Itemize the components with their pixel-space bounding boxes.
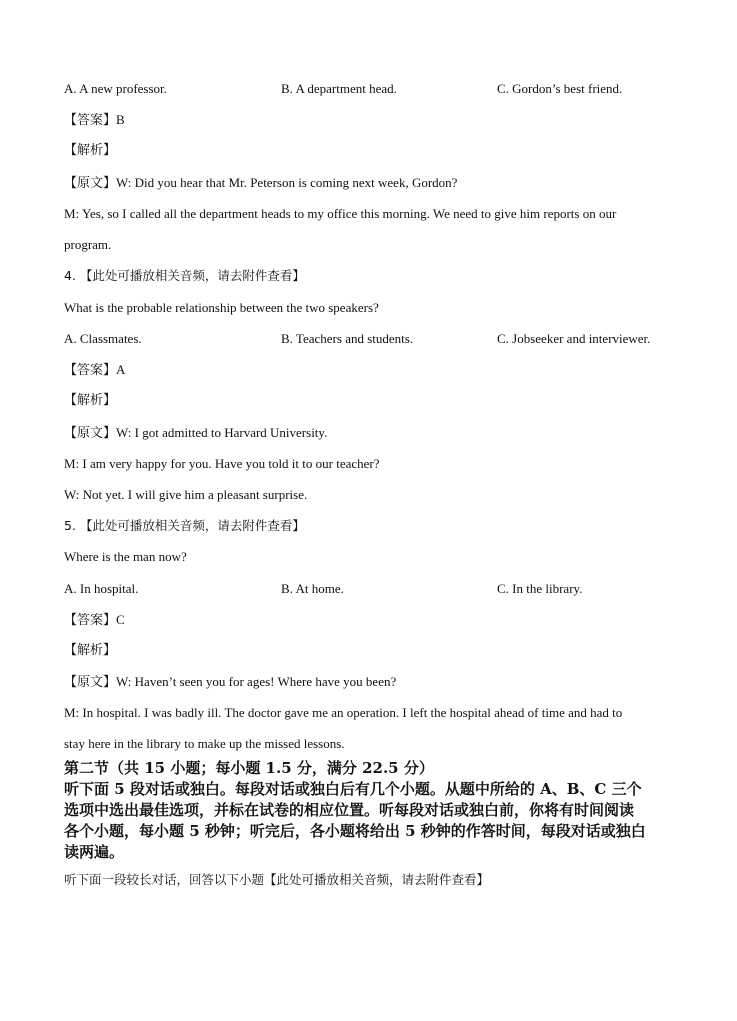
q4-question: What is the probable relationship between the two speakers? — [64, 300, 379, 315]
q3-option-a: A. A new professor. — [64, 81, 167, 96]
answer-value: B — [116, 112, 125, 127]
transcript-tag: 【原文】 — [64, 675, 117, 690]
q5-transcript-line-1 — [64, 674, 396, 691]
q5-transcript-line-2: M: In hospital. I was badly ill. The doctor gave me an operation. I left the hospital ahead of time and had to — [64, 705, 623, 720]
q5-heading: 5. 【此处可播放相关音频，请去附件查看】 — [64, 518, 305, 533]
section2-instruction-4: 读两遍。 — [64, 843, 125, 861]
transcript-text: W: I got admitted to Harvard University. — [116, 425, 328, 440]
q4-heading: 4. 【此处可播放相关音频，请去附件查看】 — [64, 268, 305, 283]
q3-transcript-line-3: program. — [64, 237, 112, 252]
section2-note: 听下面一段较长对话，回答以下小题【此处可播放相关音频，请去附件查看】 — [64, 872, 490, 887]
q3-option-b: B. A department head. — [281, 81, 397, 96]
q4-option-c: C. Jobseeker and interviewer. — [497, 331, 651, 346]
q4-analysis-tag: 【解析】 — [64, 393, 117, 408]
q5-answer-line — [64, 612, 125, 629]
q4-transcript-line-2: M: I am very happy for you. Have you told it to our teacher? — [64, 456, 380, 471]
q3-option-c: C. Gordon’s best friend. — [497, 81, 623, 96]
section2-instruction-2: 选项中选出最佳选项，并标在试卷的相应位置。听每段对话或独白前，你将有时间阅读 — [64, 801, 635, 819]
q4-transcript-line-1 — [64, 425, 327, 442]
section2-title: 第二节（共 15 小题；每小题 1.5 分，满分 22.5 分） — [64, 759, 434, 777]
answer-tag: 【答案】 — [64, 113, 117, 128]
answer-value: A — [116, 362, 126, 377]
section2-instruction-1: 听下面 5 段对话或独白。每段对话或独白后有几个小题。从题中所给的 A、B、C 三个 — [64, 780, 642, 798]
transcript-text: W: Haven’t seen you for ages! Where have you been? — [116, 674, 397, 689]
q3-transcript-line-2: M: Yes, so I called all the department heads to my office this morning. We need to give him reports on our — [64, 206, 617, 221]
answer-value: C — [116, 612, 125, 627]
answer-tag: 【答案】 — [64, 363, 117, 378]
q5-option-c: C. In the library. — [497, 581, 583, 596]
q5-question: Where is the man now? — [64, 549, 187, 564]
q5-option-a: A. In hospital. — [64, 581, 139, 596]
q5-analysis-tag: 【解析】 — [64, 643, 117, 658]
q5-option-b: B. At home. — [281, 581, 344, 596]
q3-answer-line — [64, 112, 125, 129]
q4-answer-line — [64, 362, 125, 379]
transcript-tag: 【原文】 — [64, 176, 117, 191]
q4-transcript-line-3: W: Not yet. I will give him a pleasant surprise. — [64, 487, 308, 502]
q3-analysis-tag: 【解析】 — [64, 143, 117, 158]
transcript-tag: 【原文】 — [64, 426, 117, 441]
q5-transcript-line-3: stay here in the library to make up the missed lessons. — [64, 736, 345, 751]
q4-option-a: A. Classmates. — [64, 331, 142, 346]
section2-instruction-3: 各个小题，每小题 5 秒钟；听完后，各小题将给出 5 秒钟的作答时间，每段对话或独白 — [64, 822, 646, 840]
answer-tag: 【答案】 — [64, 613, 117, 628]
q3-transcript-line-1 — [64, 175, 457, 192]
transcript-text: W: Did you hear that Mr. Peterson is coming next week, Gordon? — [116, 175, 458, 190]
q4-option-b: B. Teachers and students. — [281, 331, 414, 346]
